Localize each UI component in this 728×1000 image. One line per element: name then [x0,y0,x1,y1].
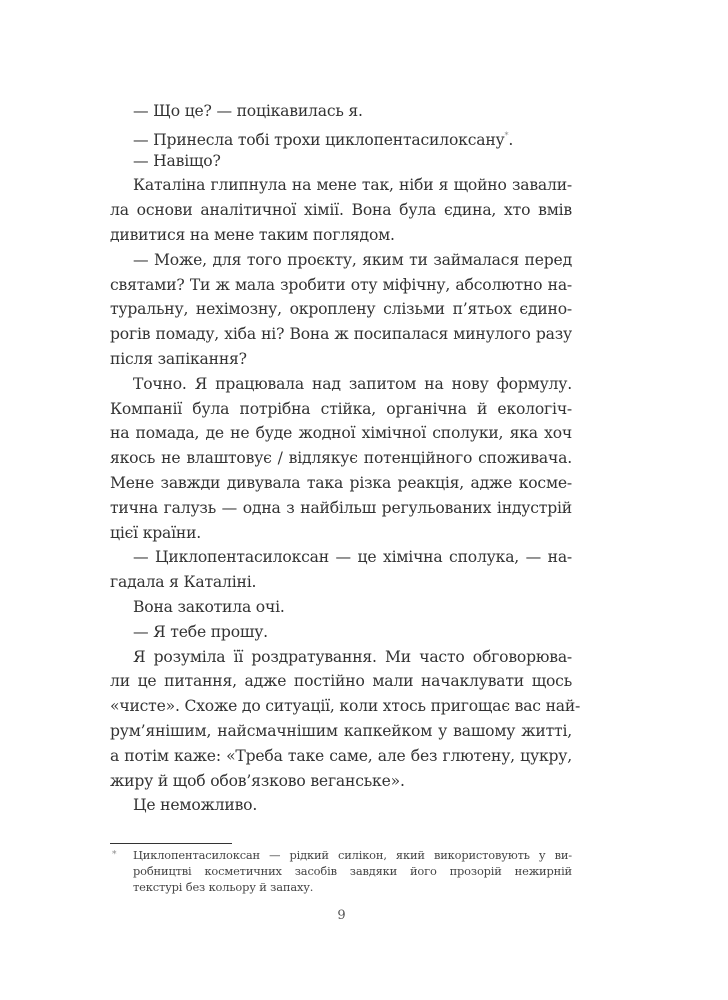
text-line [110,297,572,322]
text-line [110,595,572,620]
text-line [110,446,572,471]
text-line [110,347,572,372]
text-line-content: тична галузь — одна з найбільш регульованих індустрій [110,498,572,517]
text-line [110,669,572,694]
footnote-mark: * [112,850,117,860]
text-line-content: дивитися на мене таким поглядом. [110,225,395,244]
footnote-line: робництві косметичних засобів завдяки його прозорій нежирній [133,864,572,878]
page-number: 9 [337,908,346,923]
text-line-content: ла основи аналітичної хімії. Вона була єдина, хто вмів [110,201,572,220]
footnote-reference: * [504,130,509,140]
text-line-content: а потім каже: «Треба таке саме, але без глютену, цукру, [110,746,572,765]
text-line-content: після запікання? [110,349,247,368]
text-line: — Принесла тобі трохи циклопентасилоксану*. [133,130,514,149]
text-line [110,744,572,769]
footnote [110,847,572,895]
text-line [110,273,572,298]
text-line-content: Компанії була потрібна стійка, органічна й екологіч- [110,399,572,418]
text-line-content: — Я тебе прошу. [133,622,268,641]
body-text [110,99,581,818]
text-line [110,496,572,521]
text-line-content: рум’янішим, найсмачнішим капкейком у вашому житті, [110,721,572,740]
text-line [110,620,572,645]
text-line-content: святами? Ти ж мала зробити оту міфічну, абсолютно на- [110,275,572,294]
footnote-line: Циклопентасилоксан — рідкий силікон, який використовують у ви- [133,848,572,862]
footnote-divider [110,843,232,844]
text-line [110,570,572,595]
text-line-content: — Циклопентасилоксан — це хімічна сполука, — на- [133,548,572,567]
text-line [110,173,572,198]
text-line [110,719,572,744]
text-line [110,149,572,174]
text-line [110,99,572,124]
text-line-content: — Принесла тобі трохи циклопентасилоксану [133,130,505,149]
text-line-content: цієї країни. [110,523,202,542]
text-line [110,694,581,719]
footnote-line: текстурі без кольору й запаху. [133,880,314,894]
text-line [110,223,572,248]
text-line [110,769,572,794]
text-line-content: якось не влаштовує / відлякує потенційного споживача. [110,449,572,468]
text-line-content: Я розуміла її роздратування. Ми часто обговорюва- [133,647,572,666]
text-line [110,645,572,670]
text-line [110,521,572,546]
text-line-content: — Що це? — поцікавилась я. [133,102,363,120]
text-line-content: Вона закотила очі. [133,597,285,616]
text-line-content: — Навіщо? [133,151,221,170]
text-line [110,471,572,496]
text-line-content: Точно. Я працювала над запитом на нову формулу. [133,374,572,393]
text-line-content: «чисте». Схоже до ситуації, коли хтось пригощає вас най- [110,697,581,716]
text-line-content: Це неможливо. [133,796,258,815]
text-line [110,248,572,273]
text-line-content: гадала я Каталіні. [110,573,257,592]
text-line-content: жиру й щоб обов’язково веганське». [110,771,405,790]
text-line [110,198,572,223]
text-line-content: — Може, для того проєкту, яким ти займалася перед [133,250,572,269]
text-line-content: туральну, нехімозну, окроплену слізьми п’ятьох єдино- [110,300,572,319]
text-line [110,793,572,818]
text-line-content: Каталіна глипнула на мене так, ніби я щойно завали- [133,176,572,195]
text-line-content: рогів помаду, хіба ні? Вона ж посипалася минулого разу [110,325,572,344]
text-line [110,372,572,397]
text-line [110,322,572,347]
text-line-content: Мене завжди дивувала така різка реакція, адже косме- [110,473,572,492]
text-line [110,421,572,446]
text-line [110,545,572,570]
text-line-content: ли це питання, адже постійно мали начаклувати щось [110,672,572,691]
text-line-content: на помада, де не буде жодної хімічної сполуки, яка хоч [110,424,572,443]
text-line [110,397,572,422]
